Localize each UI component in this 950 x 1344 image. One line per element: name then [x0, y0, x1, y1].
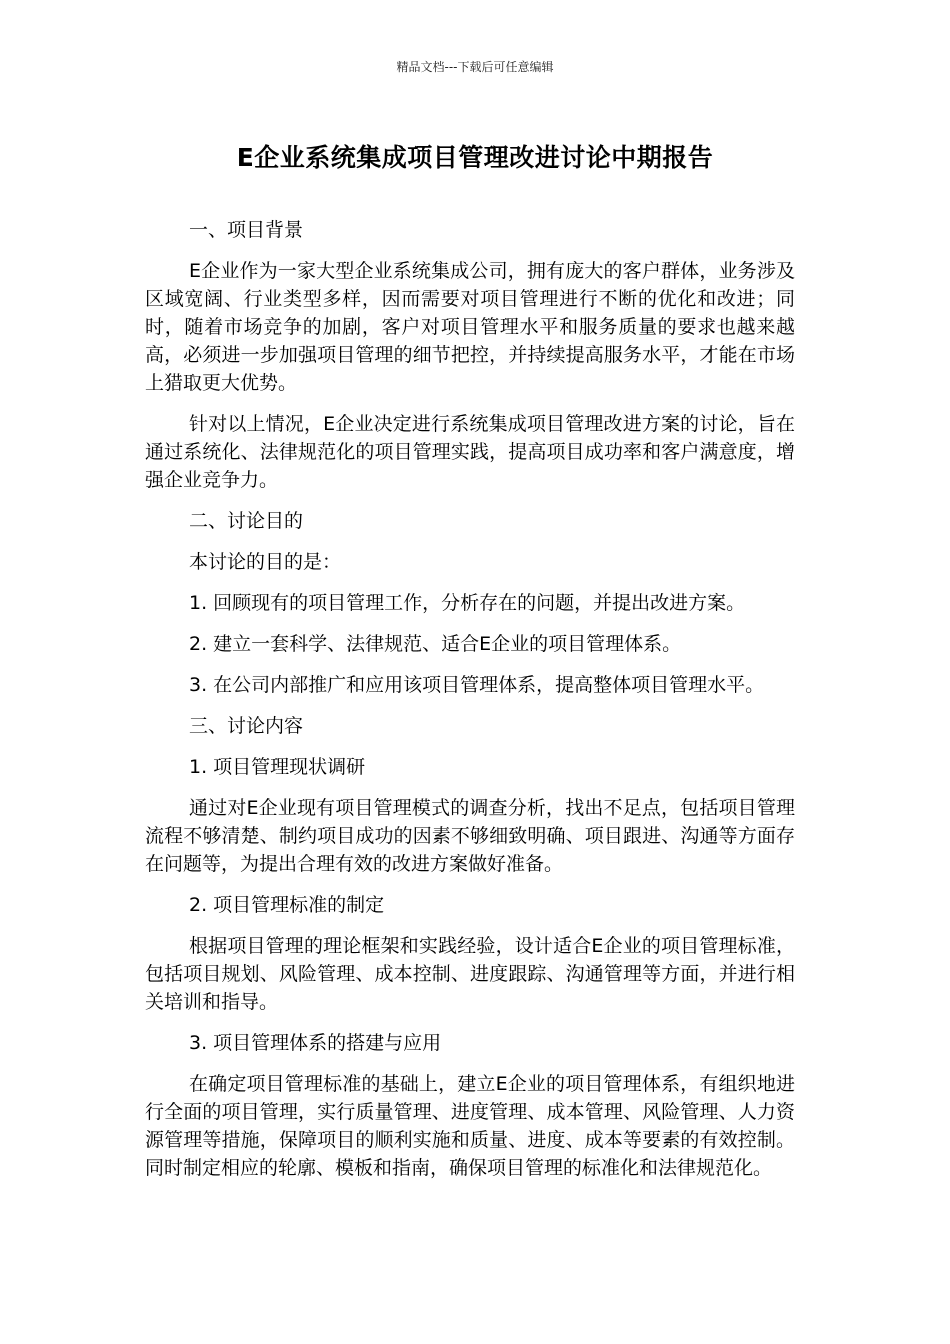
section-heading-content: 三、讨论内容 [189, 715, 304, 737]
paragraph-background-2: 针对以上情况，E企业决定进行系统集成项目管理改进方案的讨论，旨在通过系统化、法律规范化的项目管理实践，提高项目成功率和客户满意度，增强企业竞争力。 [145, 413, 795, 491]
purpose-item-3: 3. 在公司内部推广和应用该项目管理体系，提高整体项目管理水平。 [189, 674, 765, 696]
content-paragraph-1: 通过对E企业现有项目管理模式的调查分析，找出不足点，包括项目管理流程不够清楚、制约项目成功的因素不够细致明确、项目跟进、沟通等方面存在问题等，为提出合理有效的改进方案做好准备。 [145, 797, 795, 875]
section-heading-purpose: 二、讨论目的 [189, 510, 304, 532]
purpose-item-1: 1. 回顾现有的项目管理工作，分析存在的问题，并提出改进方案。 [189, 592, 746, 614]
paragraph-background-1: E企业作为一家大型企业系统集成公司，拥有庞大的客户群体，业务涉及区域宽阔、行业类型多样，因而需要对项目管理进行不断的优化和改进；同时，随着市场竞争的加剧，客户对项目管理水平和服务质量的要求也越来越高，必须进一步加强项目管理的细节把控，并持续提高服务水平，才能在市场上猎取更大优势。 [145, 260, 795, 394]
content-subheading-2: 2. 项目管理标准的制定 [189, 894, 385, 916]
purpose-item-2: 2. 建立一套科学、法律规范、适合E企业的项目管理体系。 [189, 633, 682, 655]
content-subheading-1: 1. 项目管理现状调研 [189, 756, 366, 778]
document-body [145, 216, 795, 1195]
content-subheading-3: 3. 项目管理体系的搭建与应用 [189, 1032, 442, 1054]
document-title: E企业系统集成项目管理改进讨论中期报告 [236, 143, 714, 172]
content-paragraph-2: 根据项目管理的理论框架和实践经验，设计适合E企业的项目管理标准，包括项目规划、风险管理、成本控制、进度跟踪、沟通管理等方面，并进行相关培训和指导。 [145, 935, 795, 1013]
section-heading-background: 一、项目背景 [189, 219, 304, 241]
header-note: 精品文档---下载后可任意编辑 [396, 60, 554, 74]
purpose-intro: 本讨论的目的是： [189, 551, 342, 573]
content-paragraph-3: 在确定项目管理标准的基础上，建立E企业的项目管理体系，有组织地进行全面的项目管理，实行质量管理、进度管理、成本管理、风险管理、人力资源管理等措施，保障项目的顺利实施和质量、进度、成本等要素的有效控制。同时制定相应的轮廓、模板和指南，确保项目管理的标准化和法律规范化。 [145, 1073, 795, 1179]
